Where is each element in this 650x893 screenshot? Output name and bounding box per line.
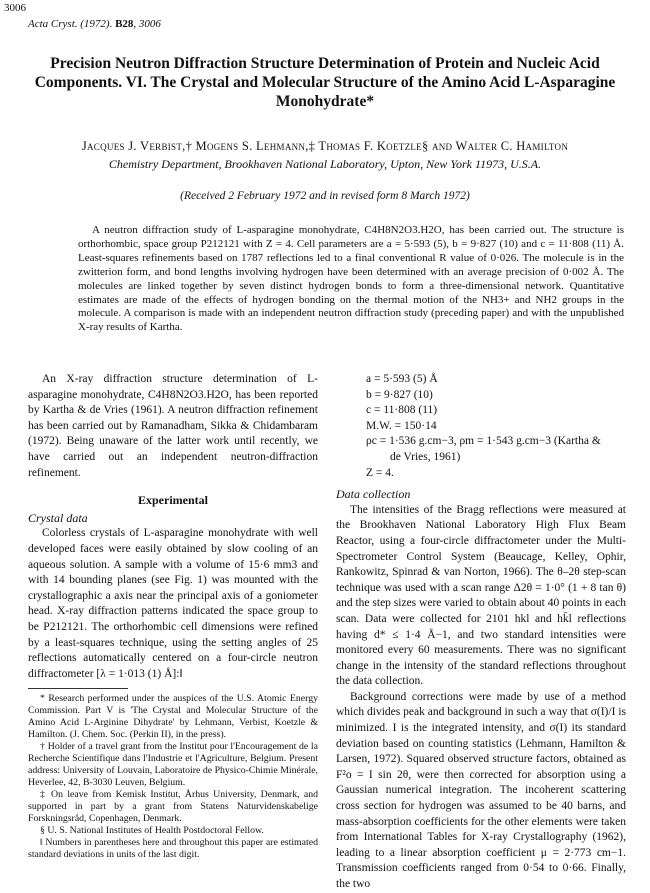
received-date: (Received 2 February 1972 and in revised form 8 March 1972) [180,190,470,202]
intro-paragraph: An X-ray diffraction structure determination of L-asparagine monohydrate, C4H8N2O3.H2O, has been reported by Kartha & de Vries (1961). A neutron diffraction refinement has been carried out by Ramanadham, Sikka & Chidambaram (1972). Being unaware of the latter work until recently, we have carried out an independent neutron-diffraction refinement. [28,373,318,479]
abstract [78,224,624,335]
footnote: ‖ Numbers in parentheses here and throughout this paper are estimated standard deviations in units of the last digit. [28,837,318,861]
subheading-crystal-data: Crystal data [28,510,88,525]
subheading-data-collection: Data collection [336,487,411,502]
param-line: M.W. = 150·14 [366,419,437,432]
param-line: de Vries, 1961) [390,450,461,463]
footnotes [28,693,318,861]
left-column [28,372,318,861]
param-line: a = 5·593 (5) Å [366,373,438,385]
footnote: * Research performed under the auspices of the U.S. Atomic Energy Commission. Part V is 'The Crystal and Molecular Structure of the Amino Acid L-Arginine Dihydrate' by Lehmann, Verbist, Koetzle & Hamilton. (J. Chem. Soc. (Perkin II), in the press). [28,693,318,741]
footnote: † Holder of a travel grant from the Institut pour l'Encouragement de la Recherche Scientifique dans l'Industrie et l'Agriculture, Belgium. Present address: University of Louvain, Laboratoire de Physico-Chimie Minérale, Heverlee, 42, B-3030 Leuven, Belgium. [28,741,318,789]
author-list: Jacques J. Verbist,† Mogens S. Lehmann,‡ Thomas F. Koetzle§ and Walter C. Hamilton [81,139,569,153]
journal-reference: Acta Cryst. (1972). B28, 3006 [28,18,161,30]
param-line: c = 11·808 (11) [366,404,438,417]
journal-name: Acta Cryst. [28,18,78,30]
right-column [336,372,626,893]
affiliation: Chemistry Department, Brookhaven National Laboratory, Upton, New York 11973, U.S.A. [108,157,542,171]
page-number: 3006 [4,2,26,14]
cell-parameters [336,372,626,481]
param-line: Z = 4. [366,466,394,479]
journal-year: (1972). [80,18,113,30]
footnote-divider [28,688,128,689]
param-line: ρc = 1·536 g.cm−3, ρm = 1·543 g.cm−3 (Kartha & [366,435,601,448]
section-heading-experimental: Experimental [138,493,208,508]
footnote: § U. S. National Institutes of Health Postdoctoral Fellow. [40,825,264,837]
crystal-data-paragraph: Colorless crystals of L-asparagine monohydrate with well developed faces were easily obtained by slow cooling of an aqueous solution. A sample with a volume of 15·6 mm3 and with 14 bounding planes (see Fig. 1) was mounted with the crystallographic a axis near the principal axis of a goniometer head. X-ray diffraction patterns indicated the space group to be P212121. The orthorhombic cell dimensions were refined by a least-squares technique, using the setting angles of 25 reflections automatically centered on a four-circle neutron diffractometer [λ = 1·013 (1) Å]:‖ [28,527,318,680]
data-collection-paragraph: The intensities of the Bragg reflections were measured at the Brookhaven National Laboratory High Flux Beam Reactor, using a four-circle diffractometer under the Multi-Spectrometer Control System (Beaucage, Kelley, Ophir, Rankowitz, Spinrad & van Norton, 1966). The θ–2θ step-scan technique was used with a scan range Δ2θ = 1·0° (1 + 8 tan θ) and the step sizes were varied to obtain about 40 points in each scan. Data were collected for 2101 hkl and hk̄l reflections having d* ≤ 1·4 Å−1, and two standard intensities were monitored every 60 measurements. There was no significant change in the intensity of the standard reflections throughout the data collection. [336,503,626,688]
background-paragraph: Background corrections were made by use of a method which divides peak and background in such a way that σ(I)/I is minimized. I is the integrated intensity, and σ(I) its standard deviation based on counting statistics (Lehmann, Hamilton & Larsen, 1972). Squared observed structure factors, obtained as F²o = I sin 2θ, were then corrected for absorption using a Gaussian numerical integration. The incoherent scattering cross section for hydrogen was assumed to be 40 barns, and mass-absorption coefficients for the other elements were taken from International Tables for X-ray Crystallography (1962), leading to a linear absorption coefficient μ = 2·773 cm−1. Transmission coefficients ranged from 0·54 to 0·66. Finally, the two [336,690,626,890]
param-line: b = 9·827 (10) [366,388,433,401]
abstract-text: A neutron diffraction study of L-asparagine monohydrate, C4H8N2O3.H2O, has been carried out. The structure is orthorhombic, space group P212121 with Z = 4. Cell parameters are a = 5·593 (5), b = 9·827 (10) and c = 11·808 (11) Å. Least-squares refinements based on 1787 reflections led to a final conventional R value of 0·026. The molecule is in the zwitterion form, and bond lengths involving hydrogen have been determined with an average precision of 0·002 Å. The molecules are linked together by seven distinct hydrogen bonds to form a three-dimensional network. Quantitative estimates are made of the effects of hydrogen bonding on the thermal motion of the NH3+ and NH2 groups in the molecule. A comparison is made with an independent neutron diffraction study (preceding paper) and with the unpublished X-ray results of Kartha. [78,224,624,334]
journal-page: 3006 [138,18,161,30]
journal-volume: B28 [115,18,134,30]
footnote: ‡ On leave from Kemisk Institut, Århus University, Denmark, and supported in part by a grant from Statens Naturvidenskabelige Forskningsråd, Copenhagen, Denmark. [28,789,318,825]
paper-title: Precision Neutron Diffraction Structure Determination of Protein and Nucleic Acid Components. VI. The Crystal and Molecular Structure of the Amino Acid L-Asparagine Monohydrate* [34,55,616,110]
